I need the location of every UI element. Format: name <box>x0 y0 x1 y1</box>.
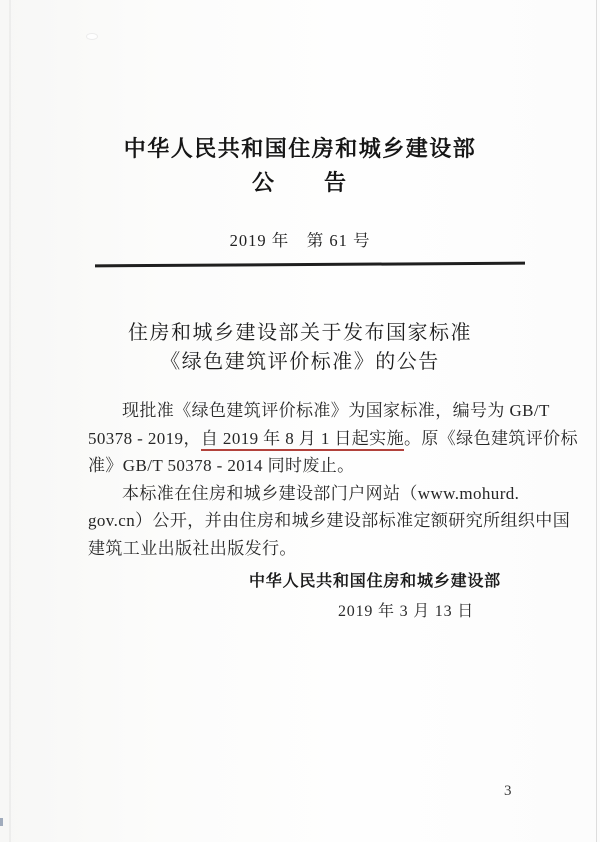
scan-artifact <box>0 818 3 826</box>
body-text-segment: 。原《绿色建筑评价标 <box>403 428 578 448</box>
ministry-title: 中华人民共和国住房和城乡建设部 <box>123 136 477 161</box>
header-divider-rule <box>95 262 525 268</box>
document-number: 2019 年 第 61 号 <box>229 231 371 250</box>
subject-title-line2: 《绿色建筑评价标准》的公告 <box>160 351 440 373</box>
announcement-body <box>88 397 578 562</box>
effective-date-underlined-text: 自 2019 年 8 月 1 日起实施 <box>201 429 404 451</box>
body-paragraph2-line1: 本标准在住房和城乡建设部门户网站（www.mohurd. <box>122 483 520 503</box>
announcement-heading: 公 告 <box>251 170 348 195</box>
body-paragraph1-line1: 现批准《绿色建筑评价标准》为国家标准，编号为 GB/T <box>122 401 550 420</box>
body-paragraph2-line2: gov.cn）公开，并由住房和城乡建设部标准定额研究所组织中国 <box>88 511 571 530</box>
body-text-segment: 50378 - 2019， <box>88 428 201 448</box>
body-paragraph1-line2 <box>88 425 578 453</box>
scan-edge-left <box>9 0 11 842</box>
scan-artifact <box>86 33 98 40</box>
signature-issuer: 中华人民共和国住房和城乡建设部 <box>248 573 501 590</box>
page-number: 3 <box>504 783 512 799</box>
body-paragraph2-line3: 建筑工业出版社出版发行。 <box>88 538 297 558</box>
signature-date: 2019 年 3 月 13 日 <box>338 603 474 620</box>
body-paragraph1-line3: 准》GB/T 50378 - 2014 同时废止。 <box>88 456 355 475</box>
subject-title-line1: 住房和城乡建设部关于发布国家标准 <box>128 322 472 344</box>
scan-edge-right <box>596 0 597 842</box>
